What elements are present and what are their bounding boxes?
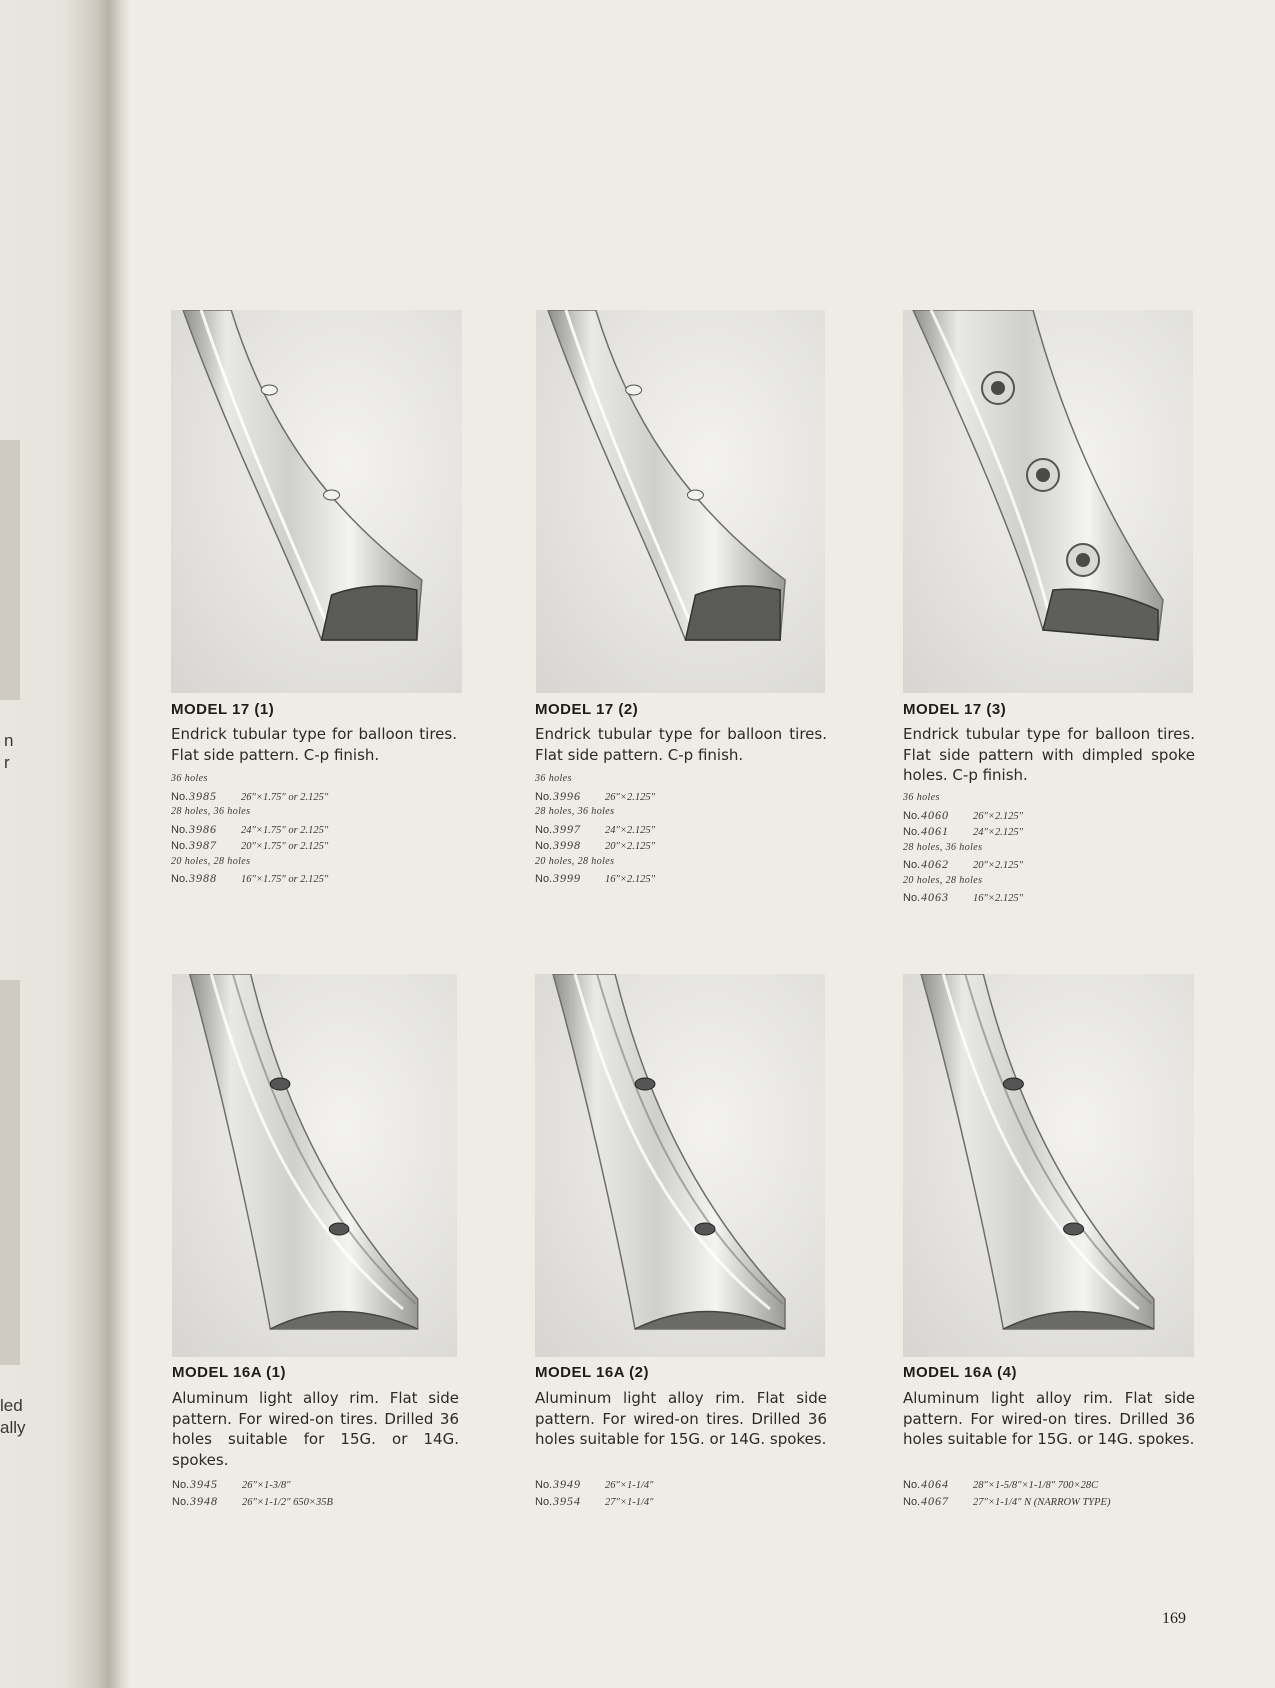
spec-no-label: No. xyxy=(535,1495,553,1508)
spec-row xyxy=(535,1476,654,1493)
facing-page-text-fragment: ally xyxy=(0,1418,26,1437)
spec-row xyxy=(535,788,655,805)
spec-hole-count: 20 holes, 28 holes xyxy=(171,855,251,867)
spec-hole-count: 36 holes xyxy=(171,773,208,784)
spec-no-label: No. xyxy=(535,873,553,885)
model-description: Aluminum light alloy rim. Flat side pattern. For wired-on tires. Drilled 36 holes suitable for 15G. or 14G. spokes. xyxy=(535,1389,827,1448)
spec-row xyxy=(171,788,328,805)
spec-hole-count: 36 holes xyxy=(535,773,572,784)
model-title: MODEL 16A (2) xyxy=(535,1364,650,1381)
spec-part-number: 3988 xyxy=(189,871,217,885)
model-title: MODEL 16A (4) xyxy=(903,1364,1018,1381)
spec-part-number: 3987 xyxy=(189,838,217,852)
alloy-rim-photo xyxy=(172,974,457,1357)
spec-no-label: No. xyxy=(903,859,921,871)
spec-size: 26″×1-3/8″ xyxy=(242,1480,291,1491)
model-title: MODEL 17 (3) xyxy=(903,701,1007,718)
spec-row xyxy=(903,1493,1110,1510)
spec-list xyxy=(903,790,1023,906)
spec-part-number: 3986 xyxy=(189,821,217,836)
spec-no-label: No. xyxy=(903,892,921,904)
spec-size: 20″×2.125″ xyxy=(605,841,655,852)
spec-hole-count: 36 holes xyxy=(903,792,940,803)
spec-row xyxy=(903,1476,1110,1493)
model-title: MODEL 16A (1) xyxy=(172,1364,287,1381)
spec-row xyxy=(171,837,328,854)
spec-list xyxy=(535,1476,654,1509)
facing-page-text-fragment: led xyxy=(0,1396,23,1415)
spec-size: 26″×2.125″ xyxy=(973,810,1023,822)
facing-page-text-fragment: n xyxy=(4,731,14,750)
spec-part-number: 4067 xyxy=(921,1493,949,1508)
spec-row xyxy=(535,870,655,887)
spec-no-label: No. xyxy=(171,823,189,836)
facing-page-text-fragment: r xyxy=(4,753,10,772)
spec-size: 28″×1-5/8″×1-1/8″ 700×28C xyxy=(973,1480,1099,1491)
spec-no-label: No. xyxy=(903,826,921,838)
spec-size: 27″×1-1/4″ xyxy=(605,1496,654,1508)
tubular-rim-photo xyxy=(171,310,462,693)
spec-part-number: 3996 xyxy=(553,788,581,803)
alloy-rim-photo xyxy=(903,974,1194,1357)
page-number: 169 xyxy=(1162,1610,1186,1627)
facing-page-photo-edge xyxy=(0,440,20,700)
spec-hole-count: 20 holes, 28 holes xyxy=(535,855,615,867)
spec-row xyxy=(903,889,1023,906)
model-description: Aluminum light alloy rim. Flat side pattern. For wired-on tires. Drilled 36 holes suitable for 15G. or 14G. spokes. xyxy=(903,1389,1195,1448)
spec-part-number: 4064 xyxy=(921,1477,949,1491)
spec-part-number: 4060 xyxy=(921,807,949,822)
spec-row xyxy=(172,1493,333,1510)
spec-size: 24″×2.125″ xyxy=(973,827,1023,838)
model-description: Endrick tubular type for balloon tires. Flat side pattern. C-p finish. xyxy=(535,725,827,764)
spec-hole-count: 28 holes, 36 holes xyxy=(171,806,251,817)
facing-page-edge xyxy=(0,0,108,1688)
spec-list xyxy=(903,1476,1110,1509)
spec-part-number: 3999 xyxy=(553,871,581,885)
spec-list xyxy=(535,771,655,887)
spec-part-number: 3945 xyxy=(190,1477,218,1491)
model-description: Endrick tubular type for balloon tires. Flat side pattern with dimpled spoke holes. C-p finish. xyxy=(903,725,1195,784)
spec-row xyxy=(172,1476,333,1493)
spec-size: 26″×1.75″ or 2.125″ xyxy=(241,791,329,803)
dimpled-rim-photo xyxy=(903,310,1193,693)
alloy-rim-photo xyxy=(535,974,825,1357)
spec-size: 20″×2.125″ xyxy=(973,860,1023,871)
spec-part-number: 3949 xyxy=(553,1477,581,1491)
spec-hole-count: 28 holes, 36 holes xyxy=(903,841,983,853)
spec-part-number: 3954 xyxy=(553,1493,581,1508)
spec-list xyxy=(172,1476,333,1509)
spec-no-label: No. xyxy=(172,1495,190,1508)
spec-part-number: 4063 xyxy=(921,890,949,904)
spec-size: 20″×1.75″ or 2.125″ xyxy=(241,841,329,852)
model-title: MODEL 17 (2) xyxy=(535,701,639,718)
spec-row xyxy=(903,856,1023,873)
spec-part-number: 3948 xyxy=(190,1493,218,1508)
spec-size: 26″×1-1/2″ 650×35B xyxy=(242,1496,333,1508)
spec-part-number: 4062 xyxy=(921,857,949,871)
book-gutter xyxy=(108,0,130,1688)
spec-size: 16″×2.125″ xyxy=(973,893,1023,904)
spec-row xyxy=(171,870,328,887)
model-description: Aluminum light alloy rim. Flat side pattern. For wired-on tires. Drilled 36 holes suitable for 15G. or 14G. spokes. xyxy=(172,1389,459,1469)
spec-hole-count: 20 holes, 28 holes xyxy=(903,874,983,886)
spec-row xyxy=(535,1493,654,1510)
spec-row xyxy=(171,821,328,838)
spec-no-label: No. xyxy=(535,823,553,836)
spec-row xyxy=(535,837,655,854)
spec-hole-count: 28 holes, 36 holes xyxy=(535,806,615,817)
spec-no-label: No. xyxy=(171,840,189,852)
spec-size: 26″×2.125″ xyxy=(605,791,655,803)
spec-size: 24″×1.75″ or 2.125″ xyxy=(241,824,329,836)
spec-part-number: 3997 xyxy=(553,821,581,836)
model-title: MODEL 17 (1) xyxy=(171,701,275,718)
facing-page-photo-edge xyxy=(0,980,20,1365)
spec-no-label: No. xyxy=(535,790,553,803)
spec-no-label: No. xyxy=(903,809,921,822)
spec-row xyxy=(903,823,1023,840)
spec-no-label: No. xyxy=(535,1479,553,1491)
spec-no-label: No. xyxy=(171,790,189,803)
tubular-rim-photo xyxy=(536,310,825,693)
spec-size: 27″×1-1/4″ N (NARROW TYPE) xyxy=(973,1496,1111,1508)
spec-size: 16″×2.125″ xyxy=(605,874,655,885)
spec-row xyxy=(903,807,1023,824)
spec-size: 24″×2.125″ xyxy=(605,824,655,836)
spec-no-label: No. xyxy=(172,1479,190,1491)
spec-no-label: No. xyxy=(903,1479,921,1491)
spec-list xyxy=(171,771,328,887)
spec-part-number: 3985 xyxy=(189,788,217,803)
spec-no-label: No. xyxy=(171,873,189,885)
spec-size: 16″×1.75″ or 2.125″ xyxy=(241,874,329,885)
spec-part-number: 4061 xyxy=(921,824,949,838)
model-description: Endrick tubular type for balloon tires. Flat side pattern. C-p finish. xyxy=(171,725,457,764)
spec-part-number: 3998 xyxy=(553,838,581,852)
spec-no-label: No. xyxy=(903,1495,921,1508)
spec-no-label: No. xyxy=(535,840,553,852)
spec-size: 26″×1-1/4″ xyxy=(605,1480,654,1491)
spec-row xyxy=(535,821,655,838)
